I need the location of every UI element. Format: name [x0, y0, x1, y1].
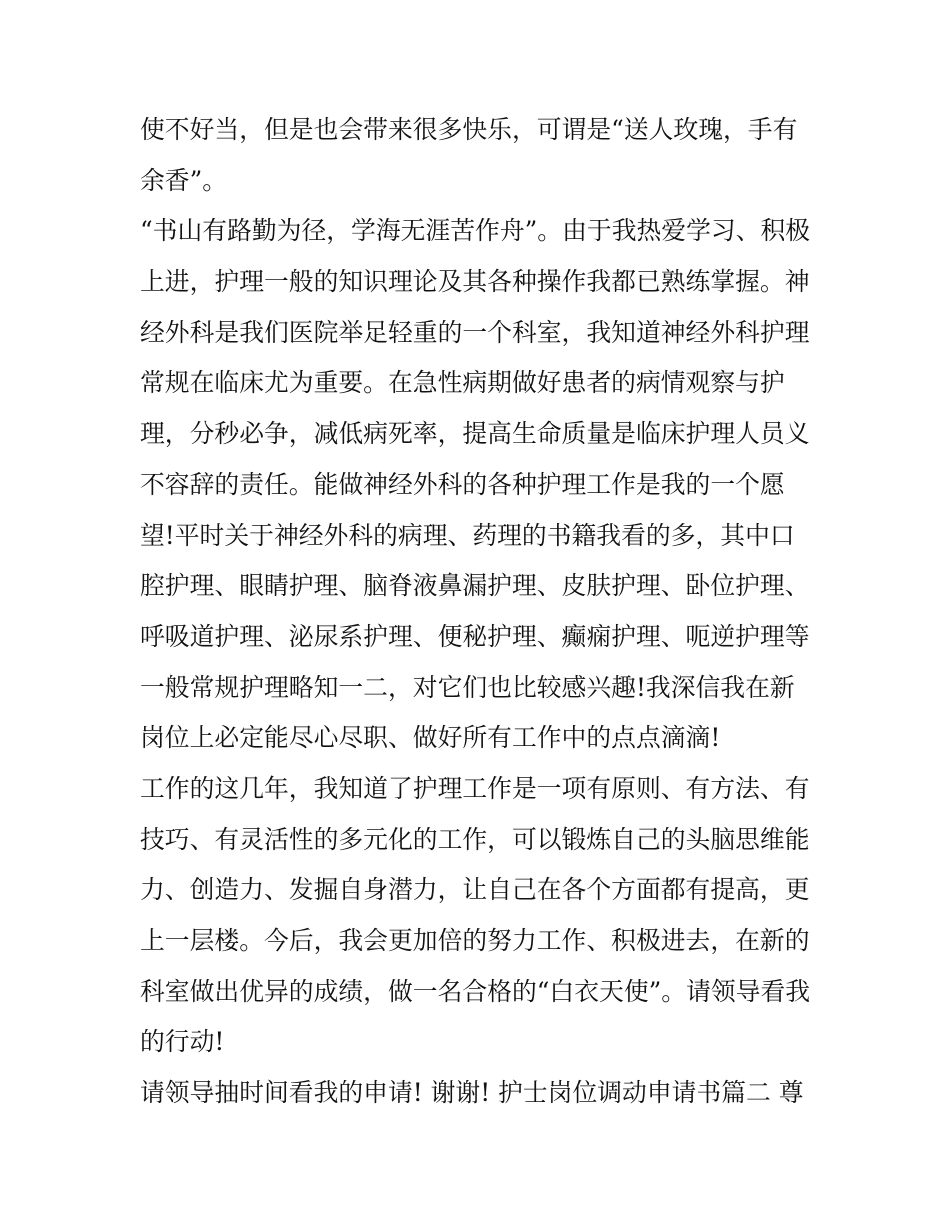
text-line: 常规在临床尤为重要。在急性病期做好患者的病情观察与护: [140, 368, 785, 398]
text-line: 一般常规护理略知一二，对它们也比较感兴趣!我深信我在新: [140, 672, 795, 702]
text-line: “书山有路勤为径，学海无涯苦作舟”。由于我热爱学习、积极: [140, 216, 811, 246]
text-line: 余香”。: [140, 165, 228, 195]
document-body: [140, 105, 830, 1119]
text-line: 上一层楼。今后，我会更加倍的努力工作、积极进去，在新的: [140, 926, 810, 955]
text-line: 请领导抽时间看我的申请! 谢谢! 护士岗位调动申请书篇二 尊: [140, 1078, 804, 1108]
text-line: 不容辞的责任。能做神经外科的各种护理工作是我的一个愿: [140, 469, 785, 499]
text-line: 使不好当，但是也会带来很多快乐，可谓是“送人玫瑰，手有: [140, 115, 798, 144]
text-line: 工作的这几年，我知道了护理工作是一项有原则、有方法、有: [140, 773, 810, 803]
text-line: 科室做出优异的成绩，做一名合格的“白衣天使”。请领导看我: [140, 976, 811, 1006]
text-line: 望!平时关于神经外科的病理、药理的书籍我看的多，其中口: [140, 520, 795, 550]
text-line: 呼吸道护理、泌尿系护理、便秘护理、癫痫护理、呃逆护理等: [140, 621, 810, 651]
text-line: 理，分秒必争，减低病死率，提高生命质量是临床护理人员义: [140, 419, 810, 449]
text-line: 腔护理、眼睛护理、脑脊液鼻漏护理、皮肤护理、卧位护理、: [140, 571, 810, 601]
text-line: 技巧、有灵活性的多元化的工作，可以锻炼自己的头脑思维能: [140, 824, 810, 854]
text-line: 的行动!: [140, 1027, 225, 1057]
text-line: 上进，护理一般的知识理论及其各种操作我都已熟练掌握。神: [140, 267, 810, 297]
text-line: 经外科是我们医院举足轻重的一个科室，我知道神经外科护理: [140, 317, 810, 347]
text-line: 岗位上必定能尽心尽职、做好所有工作中的点点滴滴!: [140, 723, 721, 753]
text-line: 力、创造力、发掘自身潜力，让自己在各个方面都有提高，更: [140, 875, 810, 905]
